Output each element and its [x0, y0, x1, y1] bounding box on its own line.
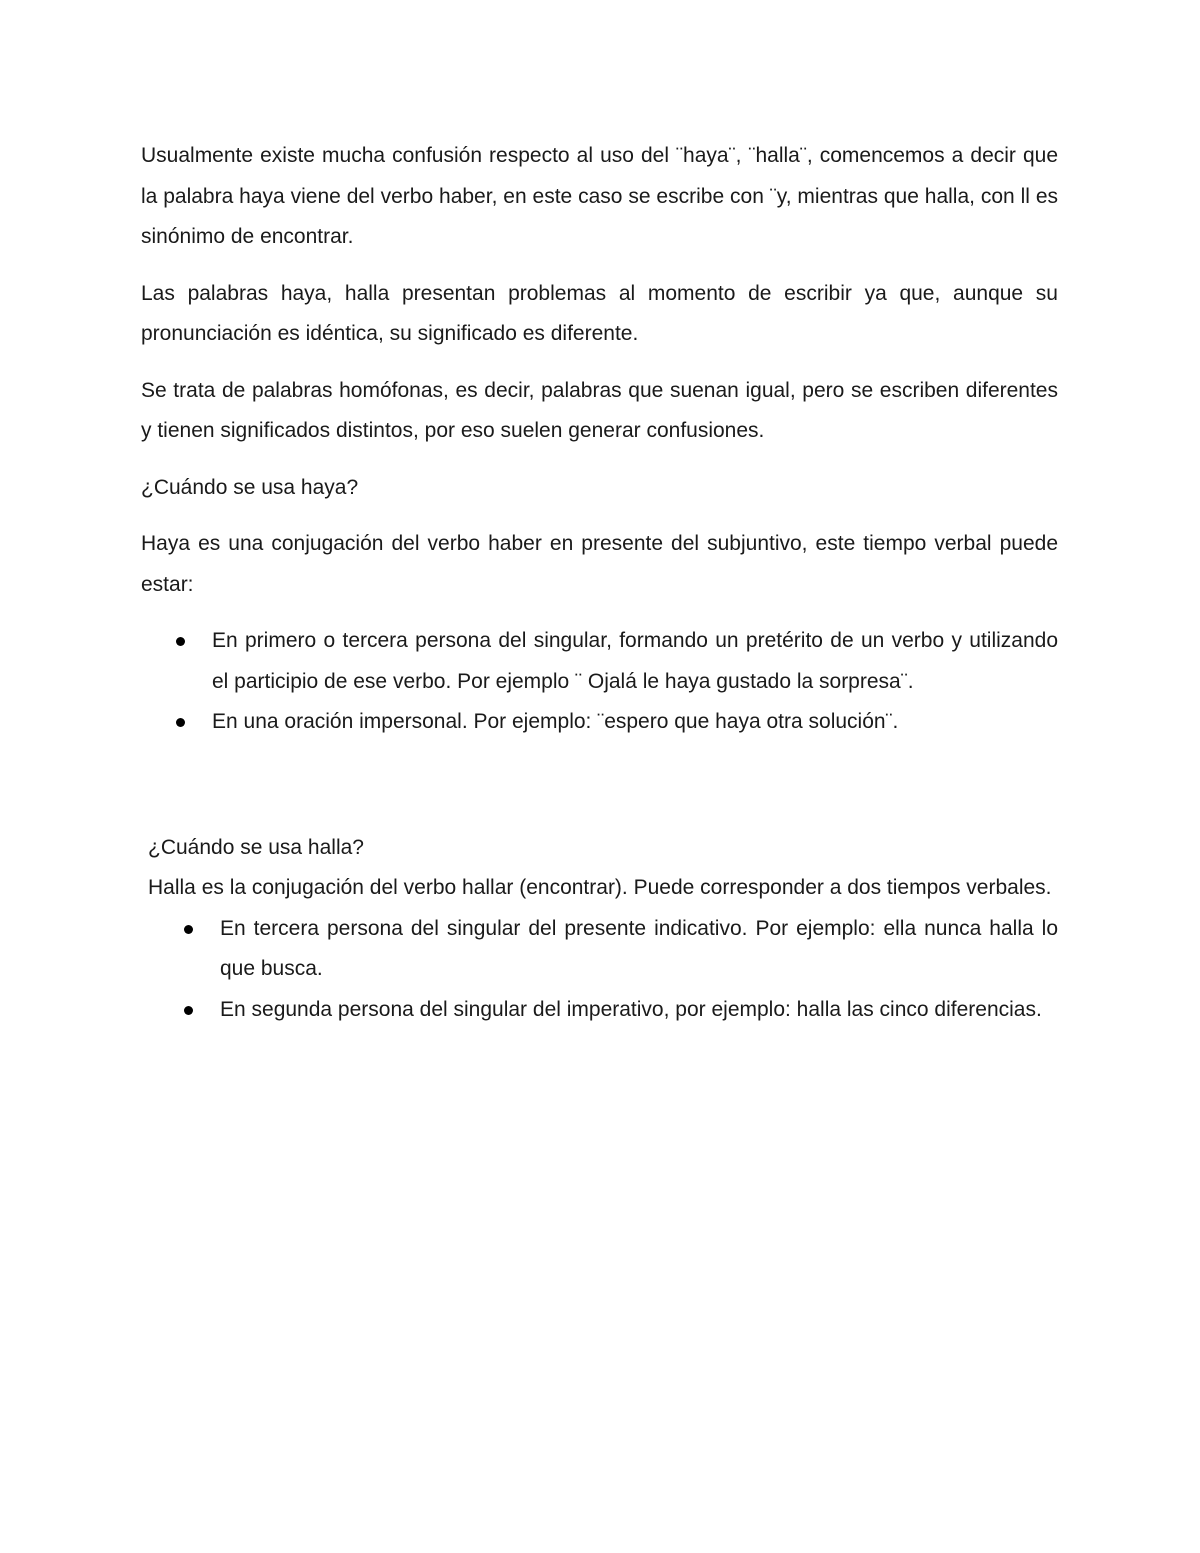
- haya-intro: Haya es una conjugación del verbo haber en presente del subjuntivo, este tiempo verbal puede estar:: [141, 532, 1058, 596]
- halla-intro: [141, 868, 1058, 909]
- bullet-icon: [176, 637, 185, 646]
- list-item-text: En primero o tercera persona del singular, formando un pretérito de un verbo y utilizando el participio de ese verbo. Por ejemplo ¨ Ojalá le haya gustado la sorpresa¨.: [212, 629, 1058, 693]
- paragraph-intro: Usualmente existe mucha confusión respecto al uso del ¨haya¨, ¨halla¨, comencemos a decir que la palabra haya viene del verbo haber, en este caso se escribe con ¨y, mientras que halla, con ll es sinónimo de encontrar.: [141, 144, 1058, 248]
- list-item: [141, 702, 1058, 743]
- bullet-icon: [184, 925, 193, 934]
- paragraph-problems: Las palabras haya, halla presentan problemas al momento de escribir ya que, aunque su pronunciación es idéntica, su significado es diferente.: [141, 281, 1058, 345]
- paragraph-homophones: Se trata de palabras homófonas, es decir, palabras que suenan igual, pero se escriben diferentes y tienen significados distintos, por eso suelen generar confusiones.: [141, 378, 1058, 442]
- list-item: [141, 621, 1058, 702]
- list-item-text: En una oración impersonal. Por ejemplo: ¨espero que haya otra solución¨.: [212, 710, 899, 733]
- halla-heading: ¿Cuándo se usa halla?: [148, 835, 364, 859]
- halla-intro-text: Halla es la conjugación del verbo hallar (encontrar). Puede corresponder a dos tiempos verbales.: [148, 876, 1052, 899]
- bullet-icon: [184, 1006, 193, 1015]
- document-body: [141, 136, 1058, 1030]
- blank-line: [141, 743, 1058, 828]
- list-item-text: En segunda persona del singular del imperativo, por ejemplo: halla las cinco diferencias.: [220, 997, 1042, 1021]
- haya-heading: ¿Cuándo se usa haya?: [141, 475, 359, 499]
- bullet-icon: [176, 718, 185, 727]
- list-item: [141, 909, 1058, 990]
- list-item-text: En tercera persona del singular del presente indicativo. Por ejemplo: ella nunca halla lo que busca.: [220, 916, 1058, 980]
- halla-list: [141, 909, 1058, 1031]
- haya-list: [141, 621, 1058, 743]
- list-item: [141, 990, 1058, 1031]
